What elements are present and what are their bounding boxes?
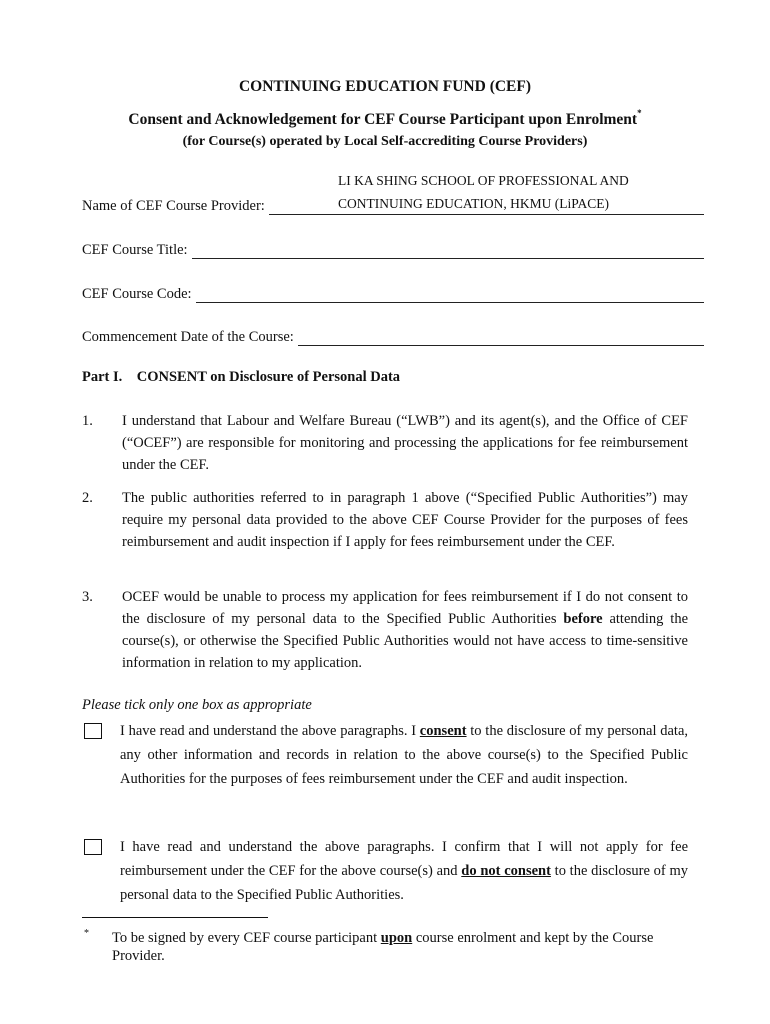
course-code-input-line[interactable] bbox=[196, 290, 704, 303]
paragraph-1 bbox=[82, 410, 688, 476]
commencement-date-input-line[interactable] bbox=[298, 333, 704, 346]
paragraph-number: 2. bbox=[82, 490, 93, 506]
footnote-text-a: To be signed by every CEF course participant bbox=[112, 930, 378, 946]
form-scope: (for Course(s) operated by Local Self-accrediting Course Providers) bbox=[182, 134, 588, 149]
provider-input-line[interactable] bbox=[269, 202, 704, 215]
paragraph-text-a: OCEF would be unable to process my application for fees reimbursement if I do not consent to the disclosure of my personal data to the Specified Public Authorities bbox=[122, 589, 688, 627]
footnote-text bbox=[112, 929, 692, 965]
course-title-input-line[interactable] bbox=[192, 246, 704, 259]
footnote-text-b: course enrolment and kept by the Course Provider. bbox=[112, 930, 654, 964]
course-title-field[interactable] bbox=[82, 242, 704, 259]
option-no-consent-emphasis: do not consent bbox=[461, 863, 551, 879]
tick-instruction: Please tick only one box as appropriate bbox=[82, 697, 312, 713]
paragraph-text bbox=[122, 586, 688, 674]
paragraph-text: The public authorities referred to in paragraph 1 above (“Specified Public Authorities”) may require my personal data provided to the above CEF Course Provider for the purposes of fees reimbursement and audit inspection if I apply for fees reimbursement under the CEF. bbox=[122, 490, 688, 550]
form-subtitle bbox=[0, 110, 770, 129]
provider-value-line1: LI KA SHING SCHOOL OF PROFESSIONAL AND bbox=[338, 173, 629, 188]
paragraph-2 bbox=[82, 487, 688, 553]
option-text-a: I have read and understand the above paragraphs. I bbox=[120, 723, 417, 739]
paragraph-text-bold: before bbox=[563, 611, 603, 627]
subtitle-footnote-mark: * bbox=[637, 108, 642, 118]
option-text-a: I have read and understand the above paragraphs. I confirm that I will not apply for fee reimbursement under the CEF for the above course(s) and bbox=[120, 839, 688, 879]
consent-option-text bbox=[120, 719, 688, 791]
footnote-divider bbox=[82, 917, 268, 918]
footnote-mark: * bbox=[84, 928, 89, 939]
provider-value-line2: CONTINUING EDUCATION, HKMU (LiPACE) bbox=[338, 196, 609, 211]
provider-label: Name of CEF Course Provider: bbox=[82, 198, 265, 214]
consent-checkbox[interactable] bbox=[84, 723, 102, 739]
no-consent-checkbox[interactable] bbox=[84, 839, 102, 855]
paragraph-3 bbox=[82, 586, 688, 674]
paragraph-text: I understand that Labour and Welfare Bureau (“LWB”) and its agent(s), and the Office of CEF (“OCEF”) are responsible for monitoring and processing the applications for fee reimbursement under the CEF. bbox=[122, 413, 688, 473]
form-title: CONTINUING EDUCATION FUND (CEF) bbox=[238, 78, 532, 95]
course-code-label: CEF Course Code: bbox=[82, 286, 192, 302]
option-text-b: to the disclosure of my personal data to the Specified Public Authorities. bbox=[120, 863, 689, 903]
commencement-date-field[interactable] bbox=[82, 329, 704, 346]
option-consent-emphasis: consent bbox=[419, 723, 467, 739]
course-code-field[interactable] bbox=[82, 286, 704, 303]
paragraph-text-b: attending the course(s), or otherwise the Specified Public Authorities would not have access to time-sensitive information in relation to my application. bbox=[122, 611, 689, 671]
no-consent-option-text bbox=[120, 835, 688, 907]
paragraph-number: 3. bbox=[82, 589, 93, 605]
course-title-label: CEF Course Title: bbox=[82, 242, 188, 258]
paragraph-number: 1. bbox=[82, 413, 93, 429]
part1-heading: Part I. CONSENT on Disclosure of Personal Data bbox=[82, 369, 401, 385]
commencement-date-label: Commencement Date of the Course: bbox=[82, 329, 294, 345]
footnote-emphasis: upon bbox=[380, 930, 413, 946]
option-text-b: to the disclosure of my personal data, any other information and records in relation to the above course(s) to the Specified Public Authorities for the purposes of fees reimbursement under the CEF and audit inspection. bbox=[120, 723, 689, 787]
subtitle-text: Consent and Acknowledgement for CEF Course Participant upon Enrolment bbox=[128, 111, 638, 129]
provider-field[interactable] bbox=[82, 198, 704, 215]
